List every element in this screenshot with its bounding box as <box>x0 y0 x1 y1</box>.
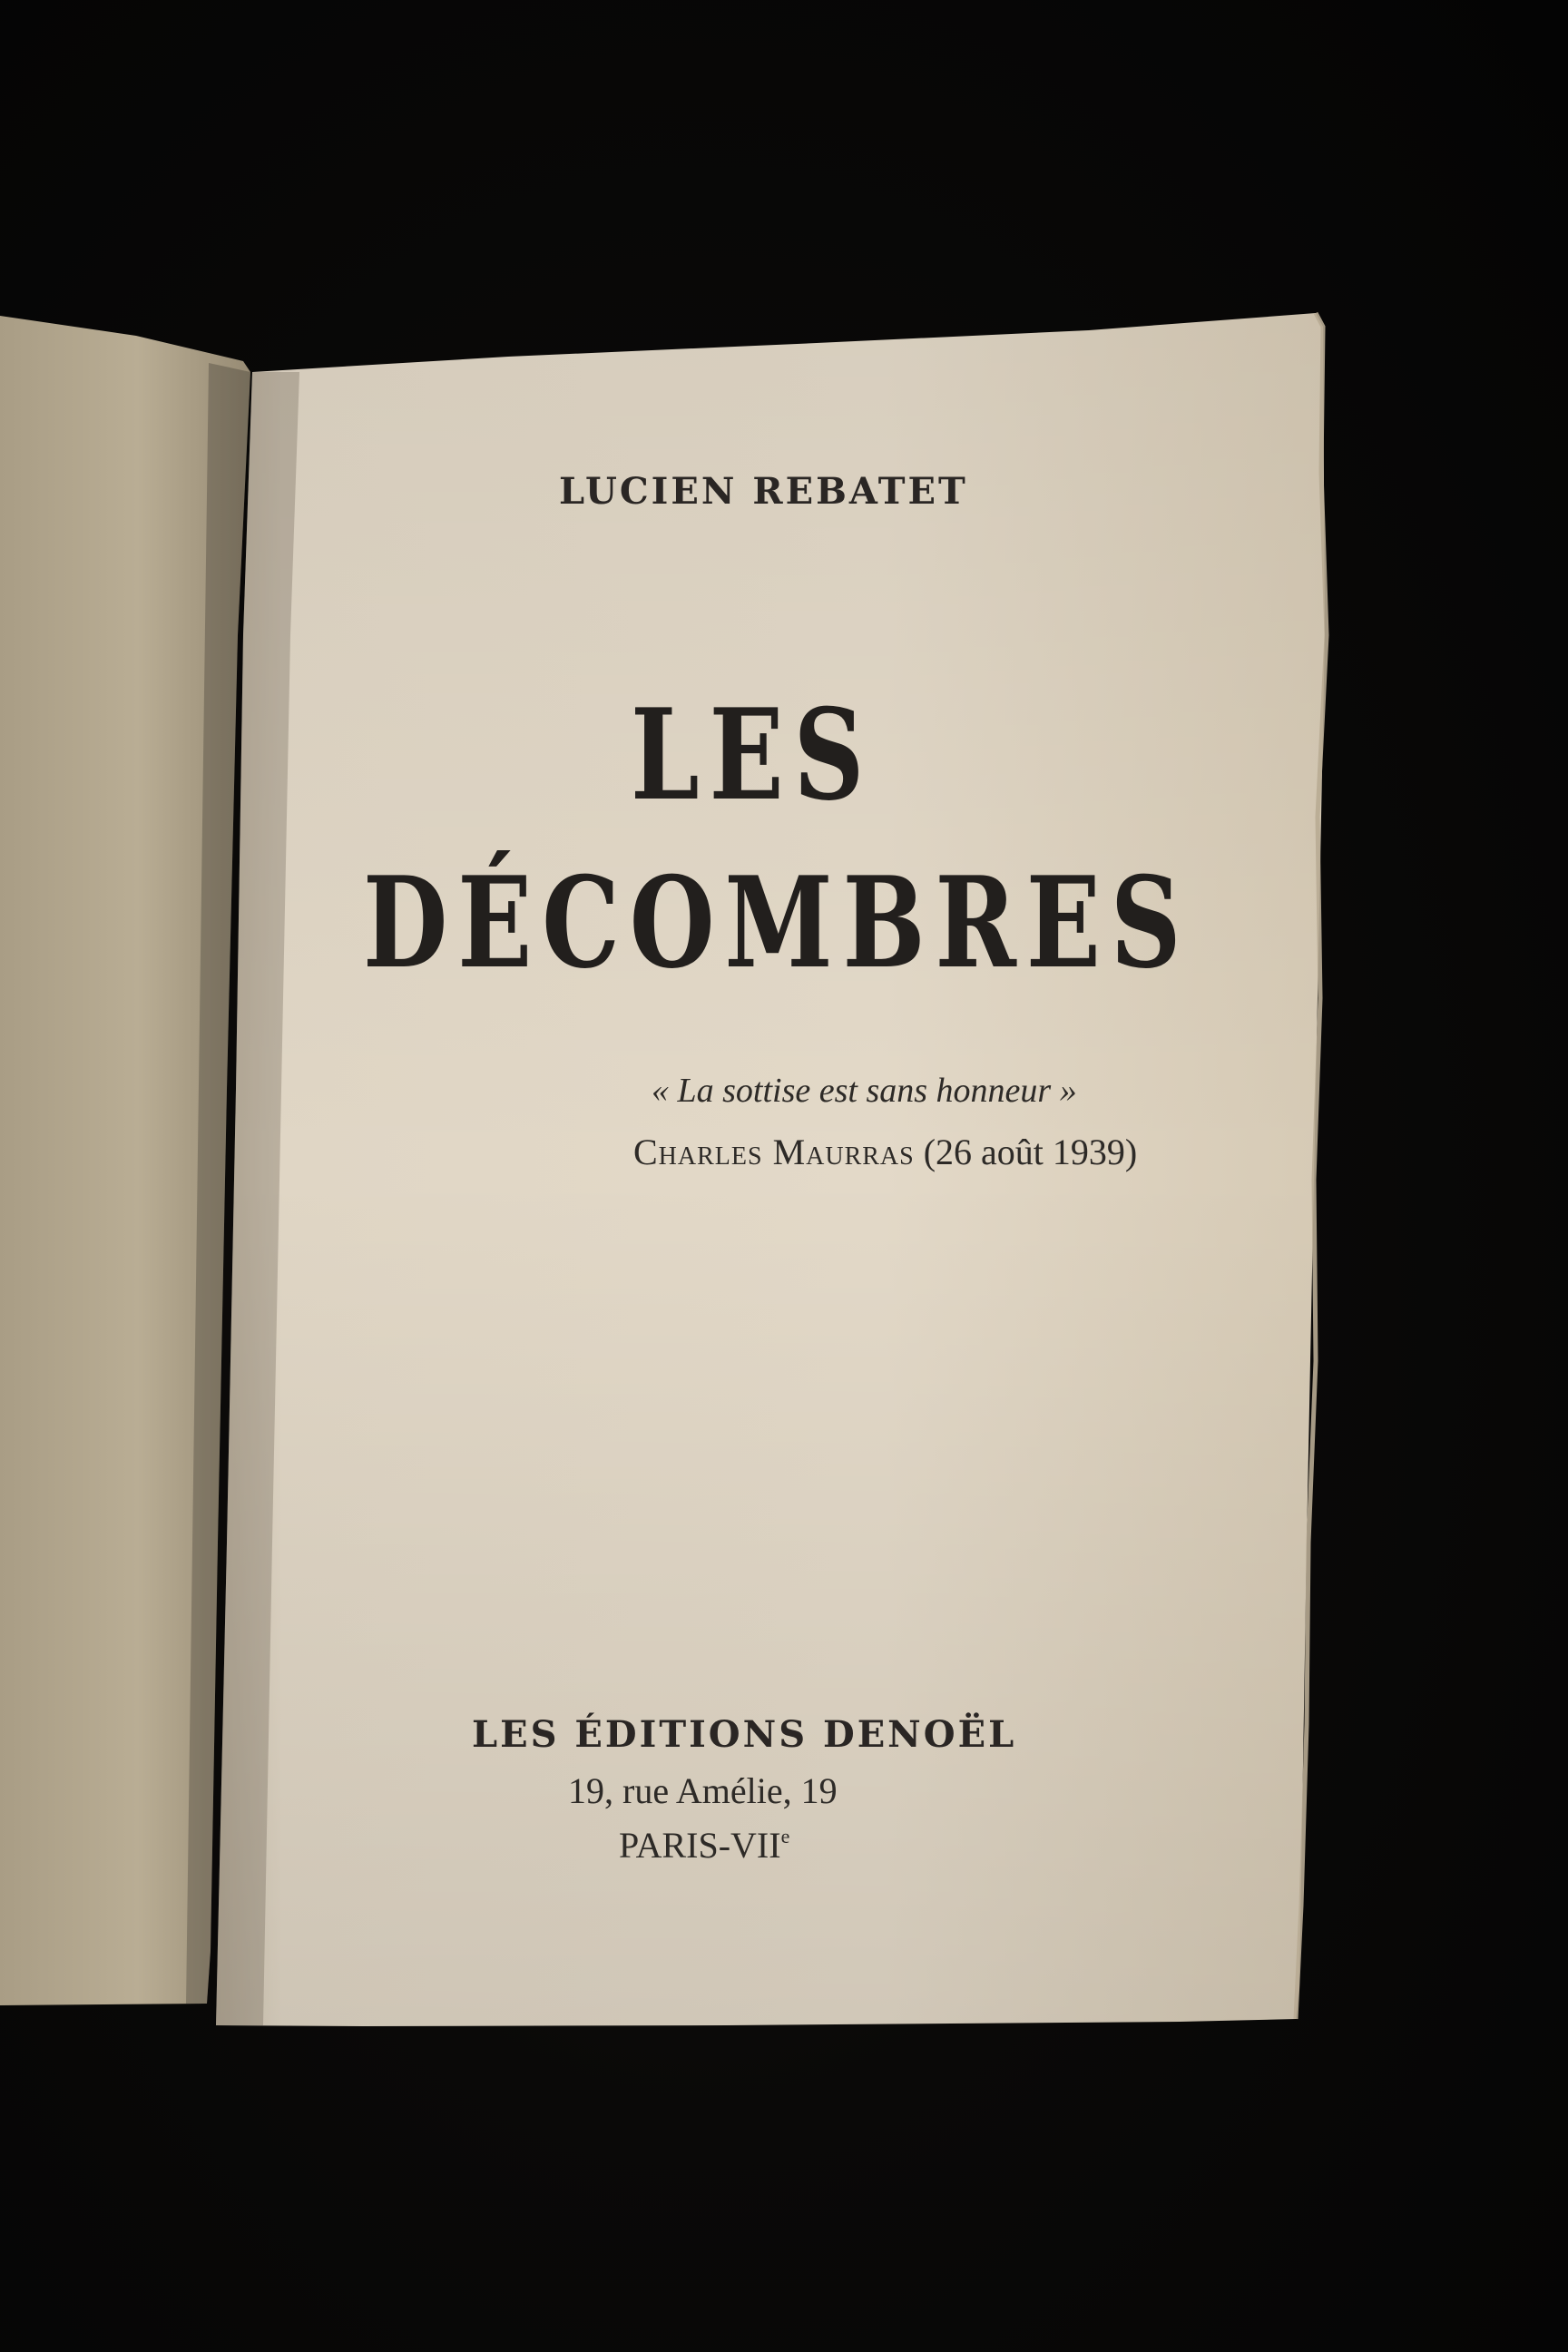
author-name: LUCIEN REBATET <box>559 470 968 513</box>
title-line-1: LES <box>631 681 875 828</box>
epigraph-attribution <box>633 1131 1137 1173</box>
city-name: PARIS-VII <box>619 1825 781 1866</box>
title-line-2: DÉCOMBRES <box>363 848 1191 996</box>
city-suffix: e <box>780 1825 790 1847</box>
epigraph-author-name: Charles Maurras <box>633 1132 915 1172</box>
epigraph-date: (26 août 1939) <box>923 1132 1138 1172</box>
publisher-city <box>619 1824 789 1867</box>
epigraph-quote: « La sottise est sans honneur » <box>652 1072 1077 1110</box>
publisher-address: 19, rue Amélie, 19 <box>568 1770 838 1811</box>
publisher-name: LES ÉDITIONS DENOËL <box>472 1713 1017 1756</box>
